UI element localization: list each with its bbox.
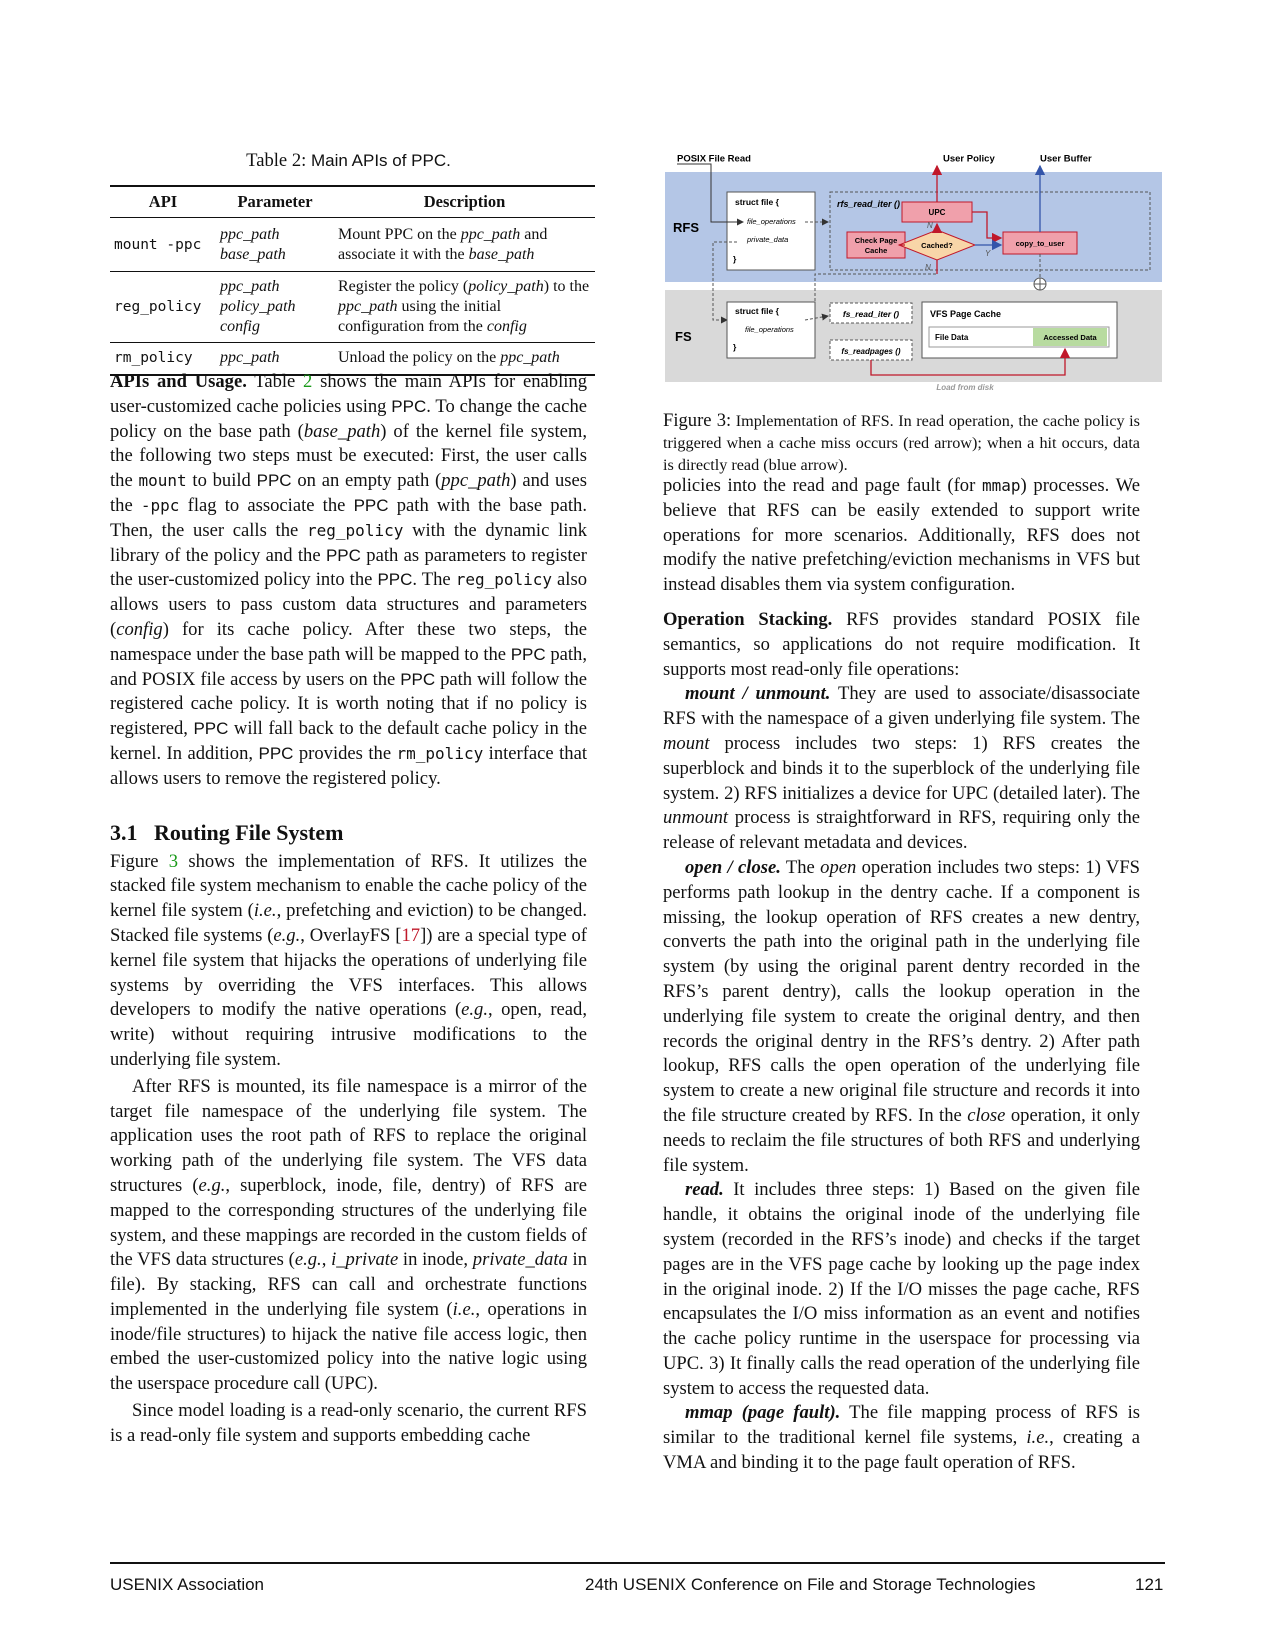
body-paragraph: Since model loading is a read-only scenario, the current RFS is a read-only file system and supports embedding cache [110,1400,587,1446]
table-row [110,218,595,272]
rfs-label: RFS [673,220,699,235]
footer-rule [110,1562,1165,1564]
user-buffer-label: User Buffer [1040,153,1092,165]
svg-text:Y: Y [985,249,991,258]
svg-text:}: } [733,254,737,264]
api-table [110,185,595,376]
svg-text:fs_read_iter (): fs_read_iter () [842,309,900,319]
svg-text:struct file {: struct file { [735,197,779,207]
description-cell: Mount PPC on the ppc_path and associate it with the base_path [334,218,595,272]
svg-text:file_operations: file_operations [745,325,794,334]
svg-text:copy_to_user: copy_to_user [1015,239,1065,248]
mount-paragraph: mount / unmount. They are used to associate/disassociate RFS with the namespace of a given underlying file system. The mount process includes two steps: 1) RFS creates the superblock and binds it to the superblock of the underlying file system. 2) RFS initializes a device for UPC (detailed later). The unmount process is straightforward in RFS, requiring only the release of relevant metadata and devices. [663,683,1140,854]
svg-text:file_operations: file_operations [747,217,796,226]
section-heading: 3.1 Routing File System [110,819,344,845]
posix-file-read-label: POSIX File Read [677,153,751,165]
param-cell: ppc_path policy_path config [216,272,334,343]
table-row [110,272,595,343]
figure-rfs-diagram [665,150,1162,405]
svg-text:N: N [927,221,933,230]
api-name-cell: mount -ppc [110,218,216,272]
svg-text:}: } [733,342,737,352]
right-column [663,474,1140,1476]
footer-association: USENIX Association [110,1575,265,1594]
body-paragraph: policies into the read and page fault (for mmap) processes. We believe that RFS can be easily extended to support write operations for more scenarios. Additionally, RFS does not modify the native prefetching/eviction mechanisms in VFS but instead disables them via system configuration. [663,475,1140,596]
footer-conference: 24th USENIX Conference on File and Storage Technologies [585,1575,1036,1594]
api-name-cell: reg_policy [110,272,216,343]
svg-text:Check PageCache: Check Page Cache [854,236,898,255]
fs-label: FS [675,329,692,344]
table-caption: Table 2: Main APIs of PPC. [246,150,451,171]
apis-usage-paragraph: APIs and Usage. Table 2 shows the main APIs for enabling user-customized cache policies using PPC. To change the cache policy on the base path (base_path) of the kernel file system, the following two steps must be executed: First, the user calls the mount to build PPC on an empty path (ppc_path) and uses the -ppc flag to associate the PPC path with the base path. Then, the user calls the reg_policy with the dynamic link library of the policy and the PPC path as parameters to register the user-customized policy into the PPC. The reg_policy also allows users to pass custom data structures and parameters (config) for its cache policy. After these two steps, the namespace under the base path will be mapped to the PPC path, and POSIX file access by users on the PPC path will follow the registered cache policy. It is worth noting that if no policy is registered, PPC will fall back to the default cache policy in the kernel. In addition, PPC provides the rm_policy interface that allows users to remove the registered policy. [110,371,588,789]
body-paragraph: Figure 3 shows the implementation of RFS. It utilizes the stacked file system mechanism to enable the cache policy of the kernel file system (i.e., prefetching and eviction) to be changed. Stacked file systems (e.g., OverlayFS [17]) are a special type of kernel file system that hijacks the operations of underlying file systems by overriding the VFS interfaces. This allows developers to modify the native operations (e.g., open, read, write) without requiring intrusive modifications to the underlying file system. [110,850,587,1070]
left-column [110,370,587,1449]
svg-text:Accessed Data: Accessed Data [1043,333,1097,342]
svg-text:UPC: UPC [928,208,946,217]
figure-caption: Figure 3: Implementation of RFS. In read operation, the cache policy is triggered when a cache miss occurs (red arrow); when a hit occurs, data is directly read (blue arrow). [663,410,1140,474]
operation-stacking-paragraph: Operation Stacking. RFS provides standard POSIX file semantics, so applications do not require modification. It supports most read-only file operations: [663,608,1140,680]
description-cell: Register the policy (policy_path) to the ppc_path using the initial configuration from the config [334,272,595,343]
page-number: 121 [1135,1575,1164,1594]
svg-text:private_data: private_data [747,235,789,244]
table-header-row [110,186,595,218]
table-header-cell: Description [334,186,595,218]
svg-text:N: N [925,263,931,272]
param-cell: ppc_path [216,343,334,375]
open-close-paragraph: open / close. The open operation includes two steps: 1) VFS performs path lookup in the dentry cache. If a component is missing, the lookup operation of RFS creates a new dentry, converts the path into the original path in the underlying file system (by using the original parent dentry recorded in the RFS’s parent dentry), calls the lookup operation in the underlying file system to create the original dentry, and then records the original dentry in the RFS’s dentry. 2) After path lookup, RFS calls the open operation of the underlying file system to create a new original file structure and records it into the file structure created by RFS. In the close operation, it only needs to reclaim the file structures of both RFS and underlying file system. [663,856,1140,1176]
read-paragraph: read. It includes three steps: 1) Based on the given file handle, it obtains the original inode of the underlying file system (recorded in the RFS’s inode) and checks if the target pages are in the VFS page cache by looking up the page index in the original inode. 2) If the I/O misses the page cache, RFS encapsulates the I/O miss information as an event and notifies the cache policy runtime in the userspace for processing via UPC. 3) It finally calls the read operation of the underlying file system to access the requested data. [663,1179,1140,1399]
svg-text:rfs_read_iter (): rfs_read_iter () [837,199,901,209]
api-name-cell: rm_policy [110,343,216,375]
body-paragraph: After RFS is mounted, its file namespace is a mirror of the target file namespace of the underlying file system. The application uses the root path of RFS to replace the original working path of the underlying file system. The VFS data structures (e.g., superblock, inode, file, dentry) of RFS are mapped to the corresponding structures of the underlying file system, and these mappings are recorded in the custom fields of the VFS data structures (e.g., i_private in inode, private_data in file). By stacking, RFS can call and orchestrate functions implemented in the underlying file system (i.e., operations in inode/file structures) to hijack the native file access logic, then embed the user-customized policy into the native logic using the userspace procedure call (UPC). [110,1075,588,1395]
svg-text:fs_readpages (): fs_readpages () [841,347,901,356]
description-cell: Unload the policy on the ppc_path [334,343,595,375]
param-cell: ppc_path base_path [216,218,334,272]
svg-text:Load from disk: Load from disk [936,383,994,392]
svg-text:Cached?: Cached? [921,241,953,250]
mmap-paragraph: mmap (page fault). The file mapping process of RFS is similar to the traditional kernel file systems, i.e., creating a VMA and binding it to the page fault operation of RFS. [663,1402,1140,1474]
table-header-cell: Parameter [216,186,334,218]
svg-text:struct file {: struct file { [735,306,779,316]
user-policy-label: User Policy [943,153,995,165]
svg-text:VFS Page Cache: VFS Page Cache [930,309,1002,319]
table-header-cell: API [110,186,216,218]
rfs-diagram-svg [665,150,1162,405]
svg-text:File Data: File Data [935,333,969,342]
